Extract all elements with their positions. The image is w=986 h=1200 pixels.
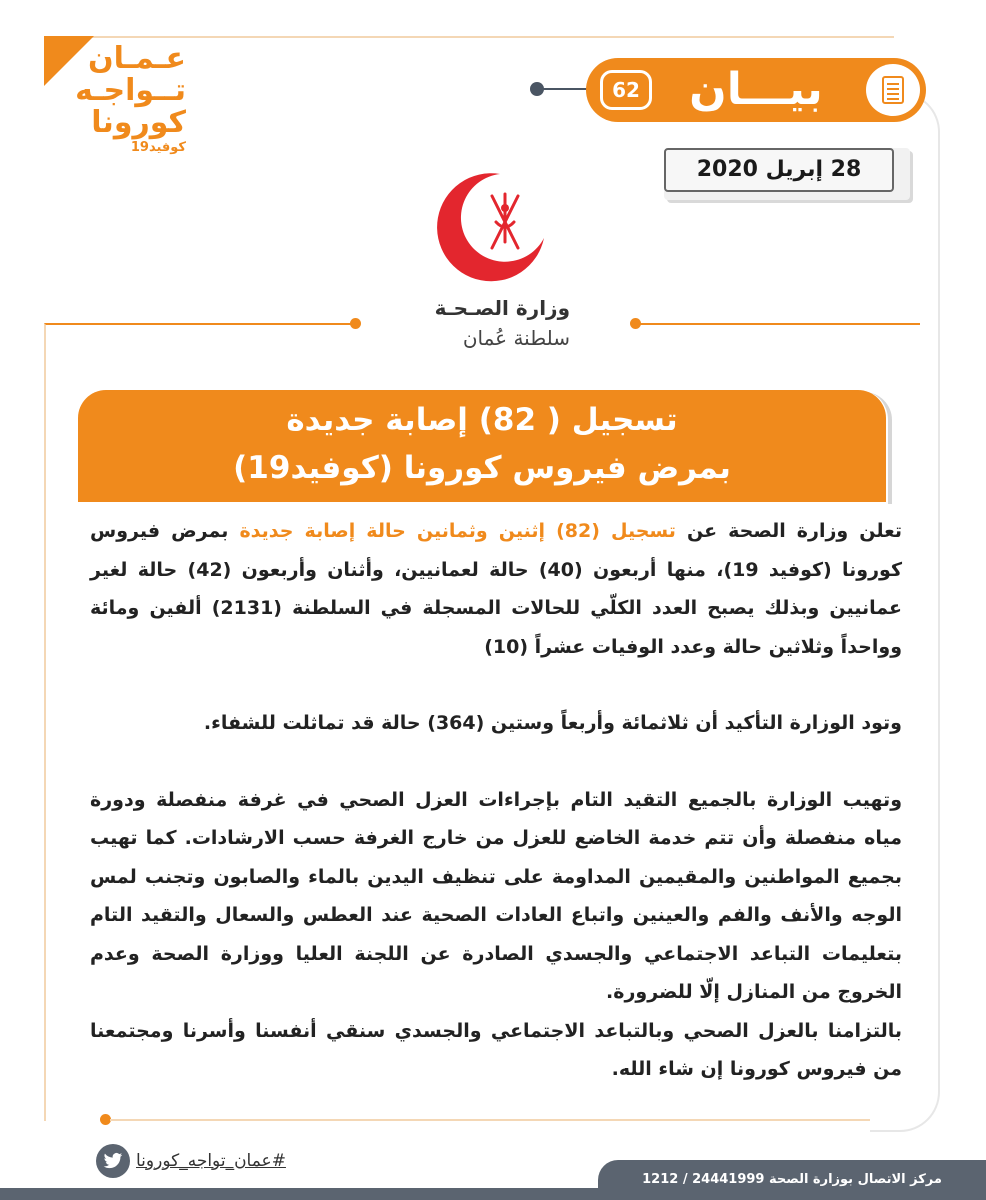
date-box: [664, 148, 910, 200]
connector-dot: [530, 82, 544, 96]
statement-date: 28 إبريل 2020: [664, 148, 894, 192]
campaign-line-4: كوفيد19: [130, 140, 186, 155]
statement-body: [90, 512, 902, 1089]
contact-bar: مركز الاتصال بوزارة الصحة 24441999 / 1212: [598, 1160, 986, 1200]
twitter-icon: [96, 1144, 130, 1178]
cases-highlight: تسجيل (82) إثنين وثمانين حالة إصابة جديدة: [239, 520, 676, 542]
bottom-divider-line: [110, 1119, 870, 1121]
paragraph-cases-rest: بمرض فيروس كورونا (كوفيد 19)، منها أربعون (40) حالة لعمانيين، وأثنان وأربعون (42) حالة لغير عمانيين وبذلك يصبح العدد الكلّي للحالات المسجلة في السلطنة (2131) ألفين ومائة وواحداً وثلاثين حالة وعدد الوفيات عشراً (10): [90, 520, 902, 658]
paragraph-cases-start: تعلن وزارة الصحة عن: [675, 520, 903, 542]
ministry-name: وزارة الصـحـة: [434, 296, 570, 320]
footer-strip: [0, 1188, 598, 1200]
ministry-emblem-icon: [430, 168, 550, 288]
campaign-line-1: عـمـان: [88, 41, 186, 76]
headline-line-2: بمرض فيروس كورونا (كوفيد19): [233, 450, 731, 486]
paragraph-closing: بالتزامنا بالعزل الصحي وبالتباعد الاجتماعي والجسدي سنقي أنفسنا وأسرنا ومجتمعنا من فيروس كورونا إن شاء الله.: [90, 1019, 902, 1080]
statement-number: 62: [600, 70, 652, 110]
paragraph-guidance: وتهيب الوزارة بالجميع التقيد التام بإجراءات العزل الصحي في غرفة منفصلة ودورة مياه منفصلة وأن تتم خدمة الخاضع للعزل من خارج الغرفة حسب الارشادات. كما تهيب بجميع المواطنين والمقيمين المداومة على تنظيف اليدين بالماء والصابون وتجنب لمس الوجه والأنف والفم والعينين واتباع العادات الصحية عند العطس والسعال والتقيد التام بتعليمات التباعد الاجتماعي والجسدي الصادرة عن اللجنة العليا ووزارة الصحة وعدم الخروج من المنازل إلّا للضرورة.: [90, 788, 902, 1003]
campaign-line-3: كورونا: [91, 105, 186, 140]
statement-banner: [586, 58, 926, 122]
hashtag-text: #عمان_تواجه_كورونا: [136, 1151, 286, 1171]
connector-line: [543, 88, 588, 90]
headline-line-1: تسجيل ( 82) إصابة جديدة: [286, 402, 678, 438]
ministry-subtitle: سلطنة عُمان: [462, 326, 570, 350]
campaign-logo: [44, 36, 194, 166]
headline-banner: [78, 390, 886, 502]
document-icon: [866, 64, 920, 116]
statement-label: بيـــان: [689, 64, 823, 115]
campaign-line-2: تــواجـه: [75, 73, 186, 108]
paragraph-cases: [90, 512, 902, 666]
hashtag-link[interactable]: [96, 1144, 316, 1178]
paragraph-recoveries: وتود الوزارة التأكيد أن ثلاثمائة وأربعاً وستين (364) حالة قد تماثلت للشفاء.: [203, 712, 902, 734]
